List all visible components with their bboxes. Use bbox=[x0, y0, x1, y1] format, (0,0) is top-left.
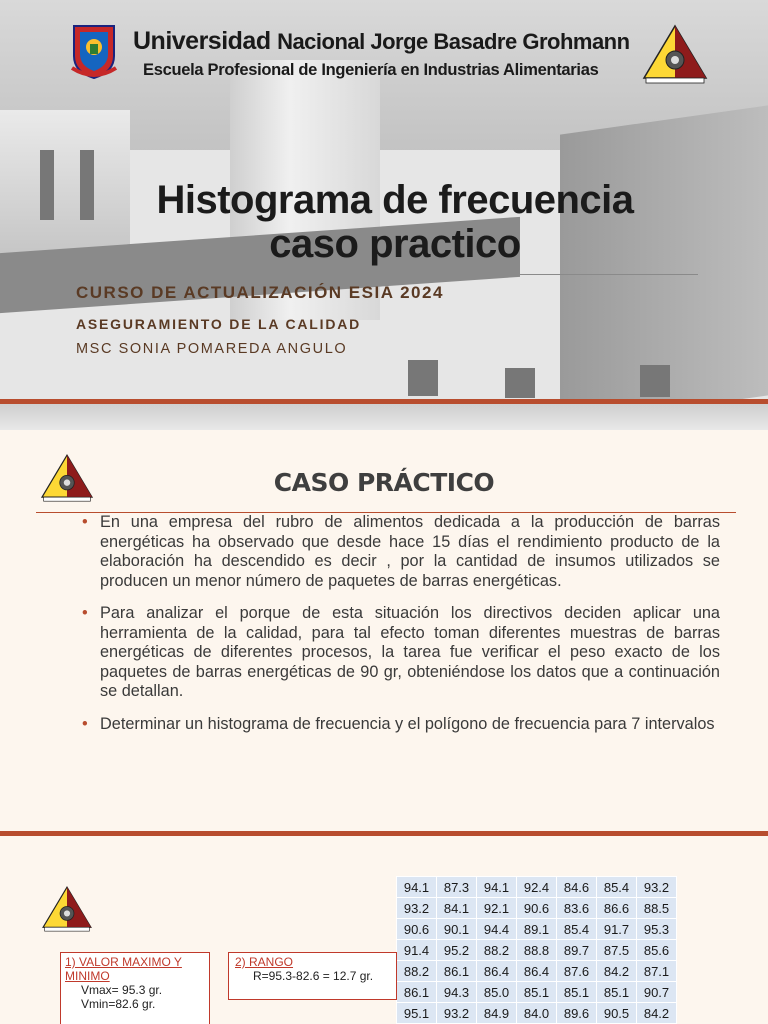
slide-title: CASO PRÁCTICO bbox=[273, 468, 495, 497]
bullet-list bbox=[84, 513, 720, 747]
table-cell: 90.7 bbox=[637, 982, 677, 1003]
max-min-heading-2: MINIMO bbox=[65, 969, 110, 983]
list-item bbox=[84, 715, 720, 735]
university-name bbox=[133, 27, 630, 56]
table-cell: 90.5 bbox=[597, 1003, 637, 1024]
bullet-text: Para analizar el porque de esta situación los directivos deciden aplicar una herramienta de la calidad, para tal efecto toman diferentes muestras de barras energéticas de diferentes procesos, la tarea fue verificar el peso exacto de los paquetes de barras energéticas de 90 gr, obteniéndose los datos que a continuación se detallan. bbox=[100, 604, 720, 700]
bullet-text: En una empresa del rubro de alimentos dedicada a la producción de barras energéticas ha observado que desde hace 15 días el rendimiento producto de la elaboración ha descendido es decir , por la cantidad de insumos utilizados se producen un menor número de paquetes de barras energéticas. bbox=[100, 513, 720, 590]
table-cell: 91.4 bbox=[397, 940, 437, 961]
table-cell: 86.6 bbox=[597, 898, 637, 919]
table-cell: 89.1 bbox=[517, 919, 557, 940]
vmax-value: Vmax= 95.3 gr. bbox=[81, 983, 163, 997]
table-cell: 93.2 bbox=[637, 877, 677, 898]
table-cell: 90.6 bbox=[517, 898, 557, 919]
vmin-value: Vmin=82.6 gr. bbox=[81, 997, 156, 1011]
table-cell: 86.1 bbox=[437, 961, 477, 982]
table-cell: 87.3 bbox=[437, 877, 477, 898]
table-cell: 91.7 bbox=[597, 919, 637, 940]
table-row bbox=[397, 940, 677, 961]
title-line-1: Histograma de frecuencia bbox=[156, 178, 634, 222]
table-cell: 87.1 bbox=[637, 961, 677, 982]
table-cell: 92.4 bbox=[517, 877, 557, 898]
university-name-part2: Nacional Jorge Basadre Grohmann bbox=[277, 29, 630, 54]
max-min-box bbox=[60, 952, 210, 1024]
table-cell: 84.6 bbox=[557, 877, 597, 898]
table-cell: 94.3 bbox=[437, 982, 477, 1003]
table-cell: 85.4 bbox=[597, 877, 637, 898]
table-cell: 87.6 bbox=[557, 961, 597, 982]
table-cell: 83.6 bbox=[557, 898, 597, 919]
title-divider bbox=[74, 274, 698, 275]
title-slide bbox=[0, 0, 768, 430]
list-item bbox=[84, 604, 720, 702]
table-cell: 84.9 bbox=[477, 1003, 517, 1024]
slide-bottom-strip bbox=[0, 404, 768, 430]
table-cell: 85.1 bbox=[597, 982, 637, 1003]
range-heading: 2) RANGO bbox=[235, 955, 294, 969]
range-box bbox=[228, 952, 397, 1000]
weights-table bbox=[396, 876, 677, 1024]
table-cell: 85.4 bbox=[557, 919, 597, 940]
table-cell: 95.1 bbox=[397, 1003, 437, 1024]
esia-triangle-gear-icon bbox=[40, 884, 94, 932]
table-row bbox=[397, 961, 677, 982]
table-cell: 84.2 bbox=[637, 1003, 677, 1024]
table-cell: 89.7 bbox=[557, 940, 597, 961]
table-cell: 93.2 bbox=[397, 898, 437, 919]
subject-name: ASEGURAMIENTO DE LA CALIDAD bbox=[76, 316, 362, 332]
table-cell: 86.1 bbox=[397, 982, 437, 1003]
table-cell: 88.2 bbox=[397, 961, 437, 982]
title-line-2: caso practico bbox=[269, 222, 521, 266]
table-cell: 85.1 bbox=[557, 982, 597, 1003]
table-cell: 88.5 bbox=[637, 898, 677, 919]
range-value: R=95.3-82.6 = 12.7 gr. bbox=[253, 969, 374, 983]
bullet-text: Determinar un histograma de frecuencia y el polígono de frecuencia para 7 intervalos bbox=[100, 714, 715, 733]
university-name-part1: Universidad bbox=[133, 27, 271, 55]
table-cell: 94.4 bbox=[477, 919, 517, 940]
table-cell: 84.0 bbox=[517, 1003, 557, 1024]
course-name: CURSO DE ACTUALIZACIÓN ESIA 2024 bbox=[76, 283, 444, 302]
table-cell: 92.1 bbox=[477, 898, 517, 919]
table-cell: 85.0 bbox=[477, 982, 517, 1003]
table-row bbox=[397, 877, 677, 898]
bullet-icon: • bbox=[82, 604, 88, 622]
data-slide bbox=[0, 836, 768, 1024]
table-cell: 87.5 bbox=[597, 940, 637, 961]
table-cell: 95.3 bbox=[637, 919, 677, 940]
case-slide bbox=[0, 430, 768, 836]
table-cell: 89.6 bbox=[557, 1003, 597, 1024]
table-cell: 85.6 bbox=[637, 940, 677, 961]
table-cell: 95.2 bbox=[437, 940, 477, 961]
table-cell: 90.1 bbox=[437, 919, 477, 940]
table-cell: 84.1 bbox=[437, 898, 477, 919]
table-row bbox=[397, 919, 677, 940]
table-cell: 84.2 bbox=[597, 961, 637, 982]
table-cell: 93.2 bbox=[437, 1003, 477, 1024]
table-cell: 88.8 bbox=[517, 940, 557, 961]
university-crest-icon bbox=[70, 22, 118, 80]
table-row bbox=[397, 898, 677, 919]
bullet-icon: • bbox=[82, 714, 88, 733]
esia-triangle-gear-icon bbox=[640, 22, 710, 84]
table-cell: 94.1 bbox=[477, 877, 517, 898]
table-cell: 94.1 bbox=[397, 877, 437, 898]
presentation-title bbox=[80, 178, 710, 266]
list-item bbox=[84, 513, 720, 591]
table-cell: 86.4 bbox=[477, 961, 517, 982]
table-cell: 88.2 bbox=[477, 940, 517, 961]
table-cell: 90.6 bbox=[397, 919, 437, 940]
school-name: Escuela Profesional de Ingeniería en Industrias Alimentarias bbox=[143, 61, 599, 79]
table-cell: 85.1 bbox=[517, 982, 557, 1003]
teacher-name: MSC SONIA POMAREDA ANGULO bbox=[76, 341, 348, 357]
bullet-icon: • bbox=[82, 513, 88, 531]
max-min-heading-1: 1) VALOR MAXIMO Y bbox=[65, 955, 182, 969]
title-overlay bbox=[0, 0, 768, 430]
table-row bbox=[397, 982, 677, 1003]
table-cell: 86.4 bbox=[517, 961, 557, 982]
table-row bbox=[397, 1003, 677, 1024]
